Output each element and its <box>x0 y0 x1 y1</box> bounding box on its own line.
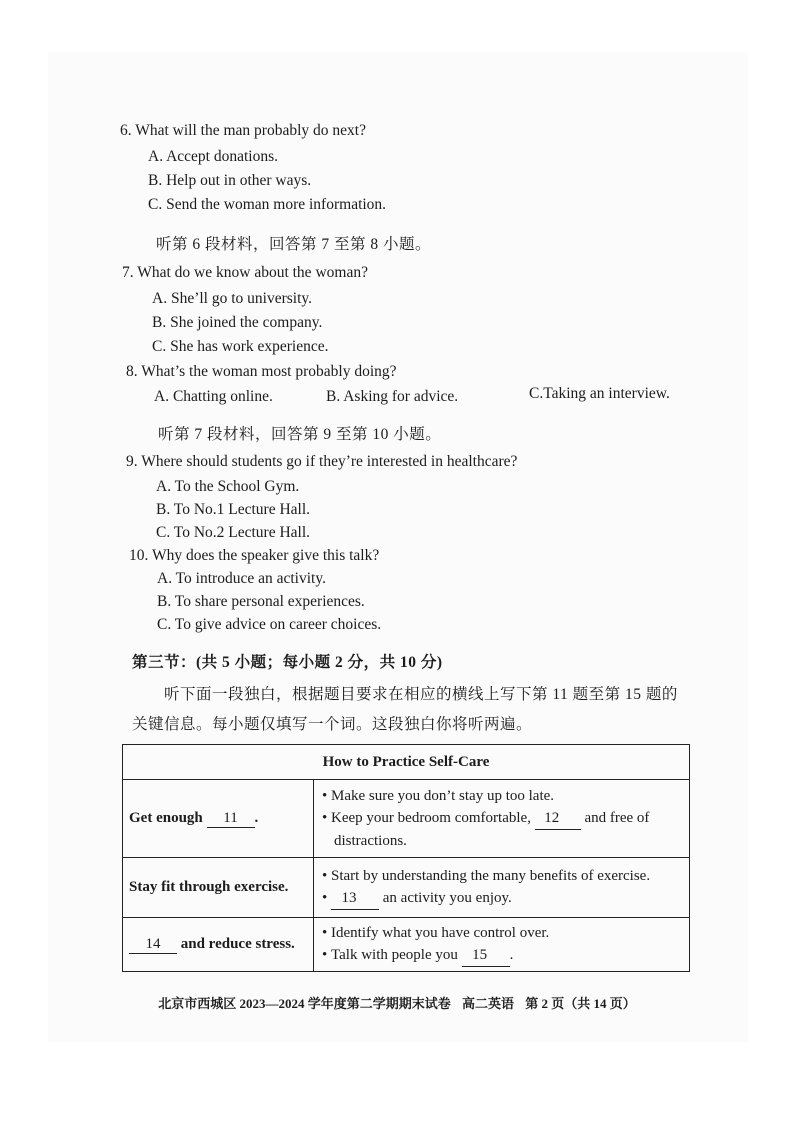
question-10 <box>129 547 379 565</box>
bullet-item: • Make sure you don’t stay up too late. <box>322 788 555 804</box>
question-text: What will the man probably do next? <box>135 122 366 139</box>
question-text: Where should students go if they’re interested in healthcare? <box>141 453 518 470</box>
table-row <box>123 918 690 972</box>
label-text: Get enough <box>129 809 203 826</box>
question-6 <box>120 122 366 140</box>
page-footer <box>0 993 794 1012</box>
question-text: What do we know about the woman? <box>137 264 368 281</box>
option: C.Taking an interview. <box>529 385 670 402</box>
label-suffix: and reduce stress. <box>180 935 295 952</box>
footer-school: 北京市西城区 2023—2024 学年度第二学期期末试卷 <box>158 996 451 1011</box>
option: C. She has work experience. <box>152 338 329 355</box>
section-3-instruction-line2: 关键信息。每小题仅填写一个词。这段独白你将听两遍。 <box>132 716 533 733</box>
bullet-item: • Keep your bedroom comfortable, 12 and free of distractions. <box>320 807 683 852</box>
option: A. To introduce an activity. <box>157 570 326 587</box>
bullet-item: • 13 an activity you enjoy. <box>320 887 683 910</box>
table-row <box>123 780 690 858</box>
question-7 <box>122 264 368 282</box>
instruction-seg6: 听第 6 段材料，回答第 7 至第 8 小题。 <box>156 236 432 253</box>
option: B. She joined the company. <box>152 314 323 331</box>
question-text: Why does the speaker give this talk? <box>151 547 380 564</box>
answer-blank-11[interactable]: 11 <box>207 810 255 828</box>
bullet-item: • Talk with people you 15 . <box>320 944 683 967</box>
option: B. To share personal experiences. <box>157 593 365 610</box>
table-row <box>123 858 690 918</box>
section-3-title: 第三节：(共 5 小题；每小题 2 分，共 10 分) <box>132 654 443 671</box>
option: C. To No.2 Lecture Hall. <box>156 524 311 541</box>
section-3-instruction-line1: 听下面一段独白，根据题目要求在相应的横线上写下第 11 题至第 15 题的 <box>164 686 678 703</box>
option: C. To give advice on career choices. <box>157 616 382 633</box>
row-label <box>123 780 314 858</box>
question-8 <box>126 363 397 381</box>
option: B. Help out in other ways. <box>148 172 312 189</box>
footer-page-number: 第 2 页（共 14 页） <box>525 996 636 1011</box>
option: B. To No.1 Lecture Hall. <box>156 501 311 518</box>
question-number: 9. <box>126 453 138 470</box>
answer-blank-12[interactable]: 12 <box>535 807 581 830</box>
question-number: 6. <box>120 122 132 139</box>
question-text: What’s the woman most probably doing? <box>141 363 397 380</box>
option: A. She’ll go to university. <box>152 290 313 307</box>
option: A. Accept donations. <box>148 148 279 165</box>
bullet-item: • Identify what you have control over. <box>322 925 550 941</box>
self-care-table <box>122 744 690 972</box>
row-bullets <box>314 780 690 858</box>
row-bullets <box>314 918 690 972</box>
label-suffix: . <box>254 809 259 826</box>
option: A. To the School Gym. <box>156 478 300 495</box>
table-title: How to Practice Self-Care <box>123 745 690 780</box>
row-label: Stay fit through exercise. <box>123 858 314 918</box>
row-bullets <box>314 858 690 918</box>
row-label <box>123 918 314 972</box>
answer-blank-13[interactable]: 13 <box>331 887 379 910</box>
bullet-item: • Start by understanding the many benefits of exercise. <box>322 868 651 884</box>
question-number: 8. <box>126 363 138 380</box>
question-number: 7. <box>122 264 134 281</box>
option: B. Asking for advice. <box>326 388 459 405</box>
footer-subject: 高二英语 <box>461 996 514 1011</box>
answer-blank-14[interactable]: 14 <box>129 936 177 954</box>
instruction-seg7: 听第 7 段材料，回答第 9 至第 10 小题。 <box>158 426 442 443</box>
option: C. Send the woman more information. <box>148 196 387 213</box>
option: A. Chatting online. <box>154 388 273 405</box>
question-9 <box>126 453 517 471</box>
answer-blank-15[interactable]: 15 <box>462 944 510 967</box>
question-number: 10. <box>129 547 149 564</box>
